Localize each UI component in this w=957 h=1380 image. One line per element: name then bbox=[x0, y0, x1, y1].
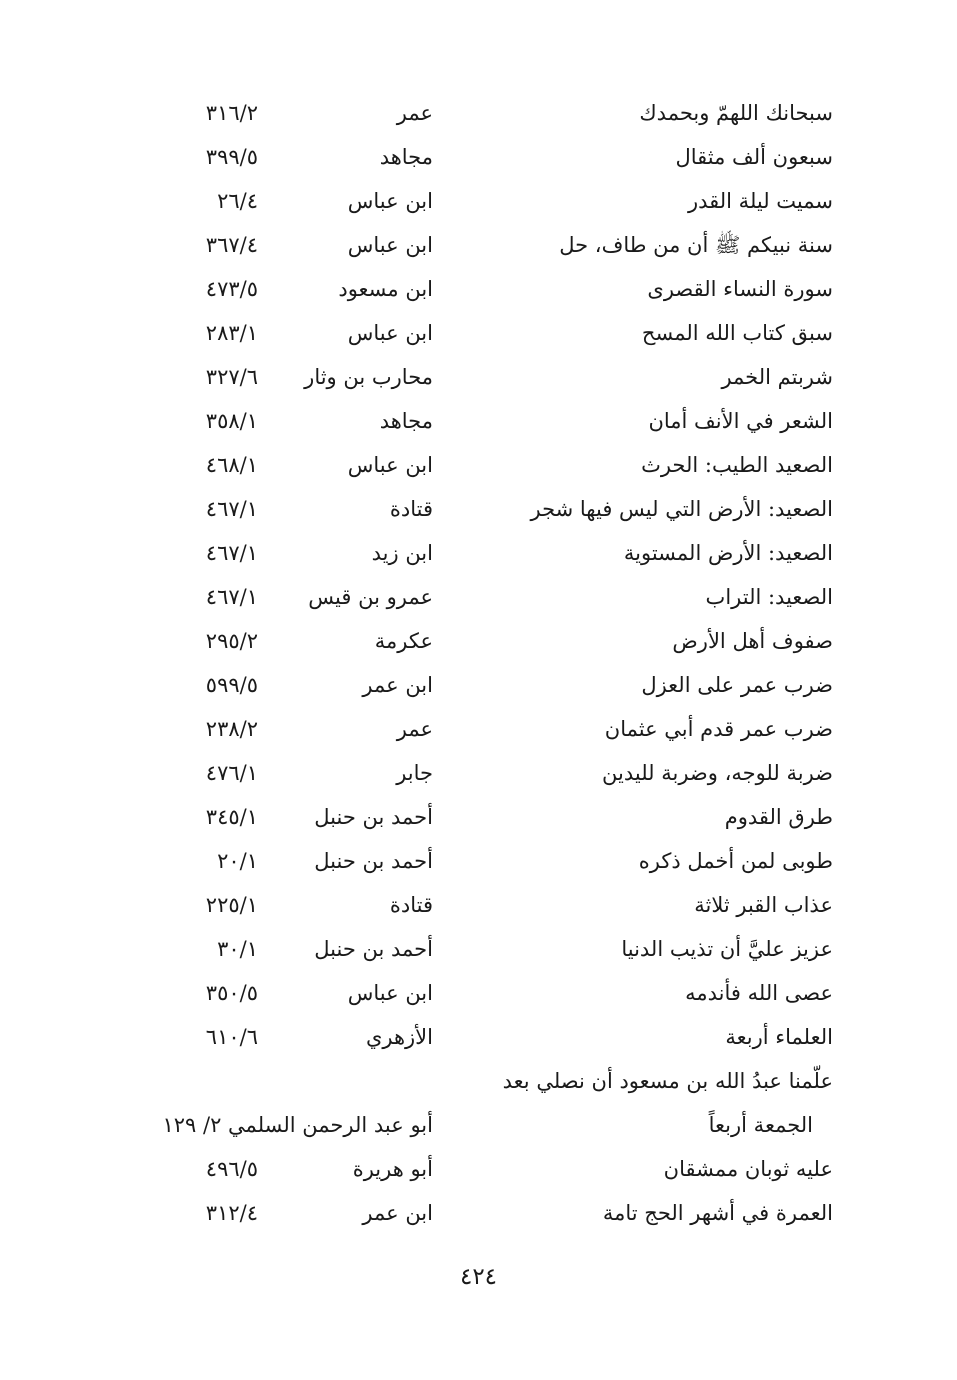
row-phrase: سبحانك اللهمّ وبحمدك bbox=[639, 101, 833, 125]
index-row bbox=[0, 1191, 957, 1235]
index-row bbox=[0, 223, 957, 267]
row-phrase: عزيز عليَّ أن تذيب الدنيا bbox=[621, 937, 833, 961]
row-reference: ٣٢٧/٦ bbox=[205, 365, 258, 389]
row-phrase: سنة نبيكم ﷺ أن من طاف، حل bbox=[559, 233, 833, 257]
row-reference: ٢٣٨/٢ bbox=[205, 717, 258, 741]
row-reference: ٢٢٥/١ bbox=[205, 893, 258, 917]
index-table bbox=[0, 91, 957, 1235]
row-reference: ٢٨٣/١ bbox=[205, 321, 258, 345]
index-row bbox=[0, 839, 957, 883]
row-reference: ٤٦٧/١ bbox=[205, 541, 258, 565]
row-phrase: علّمنا عبدُ الله بن مسعود أن نصلي بعد bbox=[502, 1069, 833, 1093]
row-phrase: سبعون ألف مثقال bbox=[675, 145, 833, 169]
row-narrator: أبو هريرة bbox=[352, 1157, 433, 1181]
row-reference: ٣٤٥/١ bbox=[205, 805, 258, 829]
row-phrase: الصعيد الطيب: الحرث bbox=[641, 453, 833, 477]
row-narrator: عمر bbox=[396, 101, 433, 125]
index-row bbox=[0, 663, 957, 707]
index-row bbox=[0, 619, 957, 663]
row-narrator: قتادة bbox=[389, 893, 433, 917]
index-row bbox=[0, 443, 957, 487]
index-row bbox=[0, 795, 957, 839]
row-phrase: العمرة في أشهر الحج تامة bbox=[602, 1201, 833, 1225]
row-narrator: ابن عمر bbox=[362, 1201, 433, 1225]
row-narrator: ابن عباس bbox=[347, 453, 433, 477]
index-row bbox=[0, 355, 957, 399]
index-row bbox=[0, 135, 957, 179]
row-narrator: ابن عباس bbox=[347, 233, 433, 257]
row-narrator: ابن مسعود bbox=[338, 277, 433, 301]
row-narrator: ابن عباس bbox=[347, 189, 433, 213]
index-row-wrapped-second-line bbox=[0, 1103, 957, 1147]
row-phrase: الصعيد: الأرض التي ليس فيها شجر bbox=[530, 497, 833, 521]
row-reference: ٤٧٦/١ bbox=[205, 761, 258, 785]
row-reference: ٢٠/١ bbox=[217, 849, 258, 873]
row-reference: ٤٦٧/١ bbox=[205, 497, 258, 521]
row-reference: ٣٠/١ bbox=[217, 937, 258, 961]
row-narrator: ابن عمر bbox=[362, 673, 433, 697]
row-narrator: أحمد بن حنبل bbox=[314, 937, 433, 961]
row-narrator: قتادة bbox=[389, 497, 433, 521]
row-narrator: مجاهد bbox=[379, 145, 433, 169]
row-narrator: محارب بن وثار bbox=[304, 365, 433, 389]
row-phrase: عذاب القبر ثلاثة bbox=[694, 893, 833, 917]
row-phrase: ضرب عمر على العزل bbox=[641, 673, 833, 697]
row-narrator: عمرو بن قيس bbox=[308, 585, 433, 609]
page-number: ٤٢٤ bbox=[459, 1264, 498, 1290]
row-narrator: مجاهد bbox=[379, 409, 433, 433]
row-phrase: ضرب عمر قدم أبي عثمان bbox=[604, 717, 833, 741]
row-narrator: ابن عباس bbox=[347, 981, 433, 1005]
index-row bbox=[0, 707, 957, 751]
row-phrase: الصعيد: الأرض المستوية bbox=[623, 541, 833, 565]
row-phrase: الشعر في الأنف أمان bbox=[648, 409, 833, 433]
row-narrator: الأزهري bbox=[365, 1025, 433, 1049]
row-phrase: سبق كتاب الله المسح bbox=[641, 321, 833, 345]
index-row bbox=[0, 179, 957, 223]
index-row bbox=[0, 531, 957, 575]
index-row bbox=[0, 1015, 957, 1059]
row-reference: ٣٥٠/٥ bbox=[205, 981, 258, 1005]
row-phrase: صفوف أهل الأرض bbox=[672, 629, 833, 653]
index-row-wrapped-first-line bbox=[0, 1059, 957, 1103]
row-phrase: سميت ليلة القدر bbox=[687, 189, 833, 213]
index-row bbox=[0, 971, 957, 1015]
row-narrator: أحمد بن حنبل bbox=[314, 805, 433, 829]
row-reference: ٦١٠/٦ bbox=[205, 1025, 258, 1049]
row-narrator: ابن عباس bbox=[347, 321, 433, 345]
row-narrator: عكرمة bbox=[374, 629, 433, 653]
row-narrator: عمر bbox=[396, 717, 433, 741]
row-reference: ٤٩٦/٥ bbox=[205, 1157, 258, 1181]
row-phrase: شربتم الخمر bbox=[721, 365, 833, 389]
row-phrase: العلماء أربعة bbox=[725, 1025, 833, 1049]
row-phrase: عصى الله فأندمه bbox=[685, 981, 833, 1005]
row-narrator: ابن زيد bbox=[371, 541, 433, 565]
index-row bbox=[0, 751, 957, 795]
row-phrase: طرق القدوم bbox=[724, 805, 833, 829]
index-row bbox=[0, 927, 957, 971]
row-reference: ٣١٦/٢ bbox=[205, 101, 258, 125]
row-phrase: الجمعة أربعاً bbox=[708, 1113, 813, 1137]
row-reference: ٢٦/٤ bbox=[217, 189, 258, 213]
index-row bbox=[0, 883, 957, 927]
row-reference: ٤٧٣/٥ bbox=[205, 277, 258, 301]
row-reference: ٣٥٨/١ bbox=[205, 409, 258, 433]
row-phrase: عليه ثوبان ممشقان bbox=[663, 1157, 833, 1181]
index-row bbox=[0, 487, 957, 531]
row-narrator: أحمد بن حنبل bbox=[314, 849, 433, 873]
index-row bbox=[0, 399, 957, 443]
row-reference: ٣١٢/٤ bbox=[205, 1201, 258, 1225]
index-row bbox=[0, 91, 957, 135]
index-row bbox=[0, 267, 957, 311]
index-row bbox=[0, 575, 957, 619]
row-reference: ٢٩٥/٢ bbox=[205, 629, 258, 653]
row-narrator: جابر bbox=[396, 761, 433, 785]
row-phrase: الصعيد: التراب bbox=[705, 585, 833, 609]
index-row bbox=[0, 1147, 957, 1191]
row-phrase: سورة النساء القصرى bbox=[647, 277, 833, 301]
row-narrator-with-reference: أبو عبد الرحمن السلمي ٢/ ١٢٩ bbox=[162, 1113, 433, 1137]
row-reference: ٣٩٩/٥ bbox=[205, 145, 258, 169]
row-reference: ٥٩٩/٥ bbox=[205, 673, 258, 697]
row-phrase: طوبى لمن أخمل ذكره bbox=[638, 849, 833, 873]
row-reference: ٤٦٧/١ bbox=[205, 585, 258, 609]
row-phrase: ضربة للوجه، وضربة لليدين bbox=[602, 761, 833, 785]
index-row bbox=[0, 311, 957, 355]
row-reference: ٣٦٧/٤ bbox=[205, 233, 258, 257]
row-reference: ٤٦٨/١ bbox=[205, 453, 258, 477]
